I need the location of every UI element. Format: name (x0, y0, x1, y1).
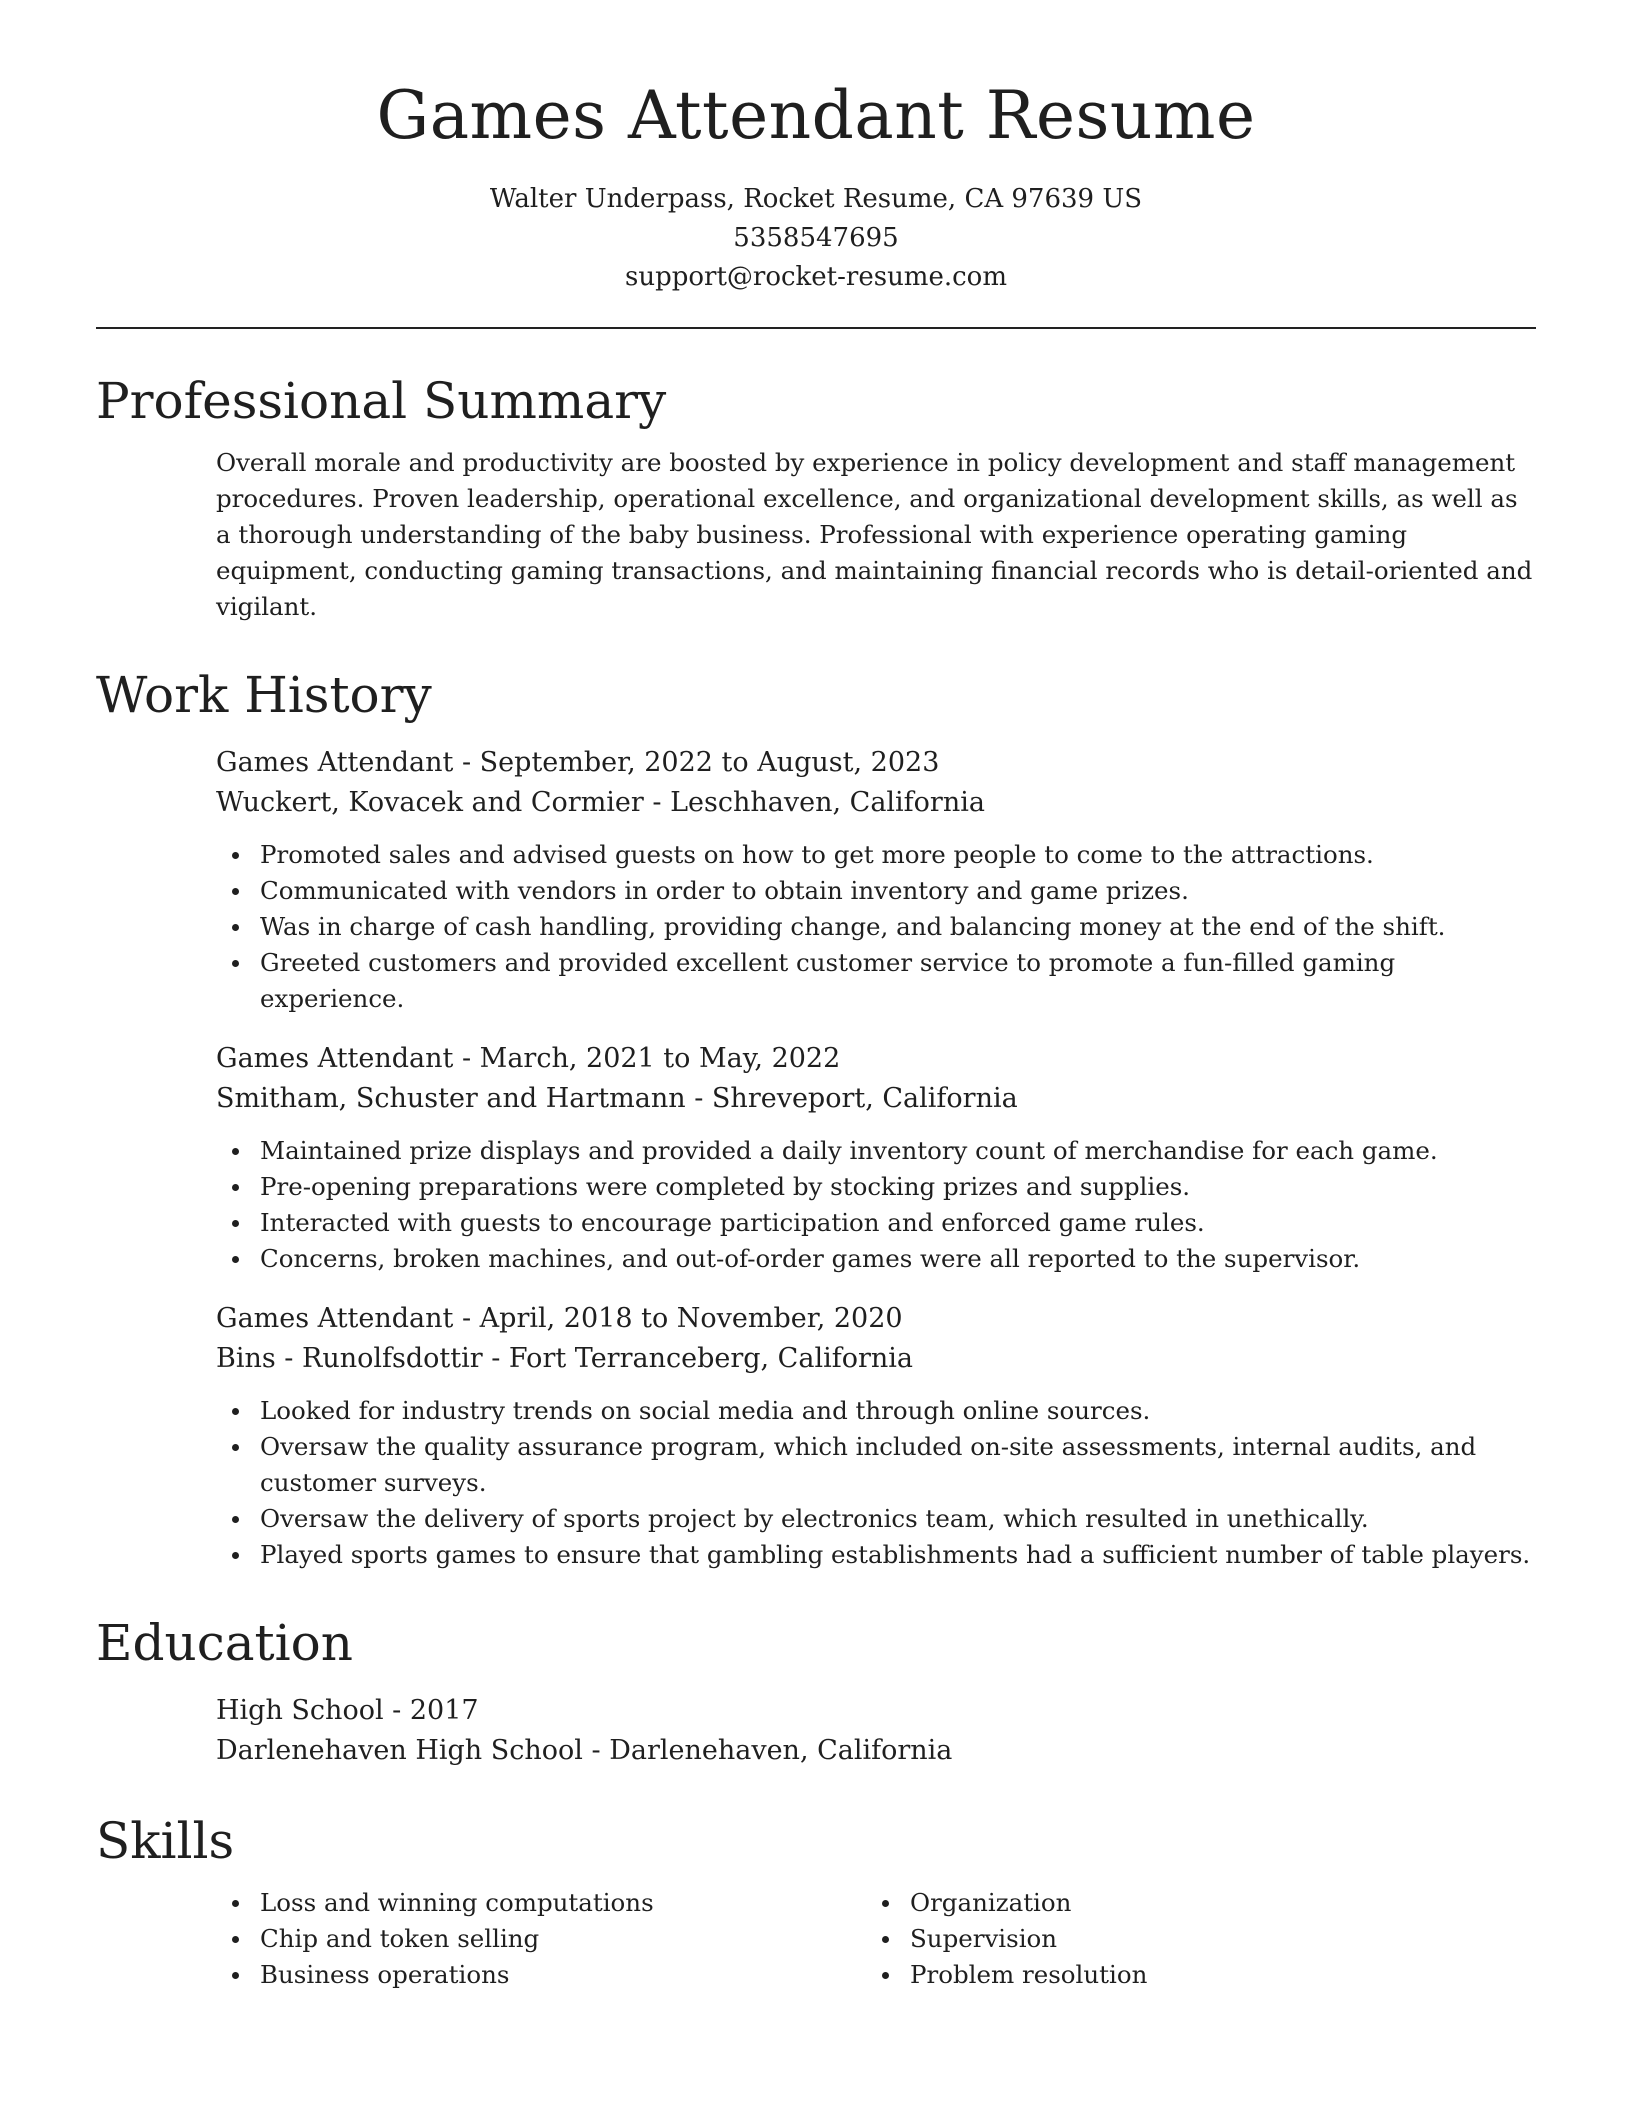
skill-item (866, 1921, 1516, 1957)
bullet-text: Was in charge of cash handling, providing change, and balancing money at the end of the shift. (260, 911, 1446, 941)
skills-section (96, 1811, 1536, 1993)
job-company-line: Bins - Runolfsdottir - Fort Terranceberg, California (216, 1342, 913, 1374)
bullet-item (216, 1501, 1536, 1537)
education-degree-line: High School - 2017 (216, 1694, 479, 1726)
bullet-item (216, 1393, 1536, 1429)
job-entry (216, 743, 1536, 1017)
bullet-dot-icon (232, 1408, 239, 1415)
bullet-dot-icon (882, 1900, 889, 1907)
bullet-dot-icon (232, 1256, 239, 1263)
bullet-item (216, 1205, 1536, 1241)
bullet-dot-icon (232, 1972, 239, 1979)
header-divider (96, 327, 1536, 329)
bullet-item (216, 909, 1536, 945)
skills-column-left (216, 1885, 866, 1993)
job-bullets (216, 837, 1536, 1017)
skill-item (216, 1885, 866, 1921)
contact-phone: 5358547695 (733, 222, 899, 253)
bullet-text: Interacted with guests to encourage participation and enforced game rules. (260, 1207, 1205, 1237)
bullet-text: Concerns, broken machines, and out-of-order games were all reported to the supervisor. (260, 1243, 1361, 1273)
skill-text: Supervision (910, 1923, 1058, 1953)
skill-item (866, 1885, 1516, 1921)
job-title-line: Games Attendant - April, 2018 to November, 2020 (216, 1302, 903, 1334)
education-section (96, 1613, 1536, 1771)
education-heading: Education (96, 1613, 353, 1672)
bullet-item (216, 945, 1536, 1017)
bullet-text: Oversaw the quality assurance program, which included on-site assessments, internal audits, and customer surveys. (260, 1431, 1477, 1497)
bullet-text: Greeted customers and provided excellent customer service to promote a fun-filled gaming experience. (260, 947, 1396, 1013)
skill-text: Problem resolution (910, 1959, 1148, 1989)
job-entry (216, 1039, 1536, 1277)
resume-header (96, 78, 1536, 297)
skills-column-right (866, 1885, 1516, 1993)
bullet-dot-icon (232, 1552, 239, 1559)
job-company-line: Smitham, Schuster and Hartmann - Shreveport, California (216, 1082, 1018, 1114)
bullet-dot-icon (232, 1184, 239, 1191)
resume-title: Games Attendant Resume (376, 77, 1256, 154)
bullet-item (216, 1241, 1536, 1277)
bullet-text: Played sports games to ensure that gambling establishments had a sufficient number of table players. (260, 1539, 1531, 1569)
job-bullets (216, 1393, 1536, 1573)
summary-heading: Professional Summary (96, 371, 667, 430)
skill-text: Organization (910, 1887, 1072, 1917)
skill-item (866, 1957, 1516, 1993)
skills-columns (216, 1885, 1536, 1993)
bullet-text: Promoted sales and advised guests on how to get more people to come to the attractions. (260, 839, 1374, 869)
bullet-text: Communicated with vendors in order to obtain inventory and game prizes. (260, 875, 1189, 905)
bullet-item (216, 1429, 1536, 1501)
bullet-text: Looked for industry trends on social media and through online sources. (260, 1395, 1151, 1425)
bullet-item (216, 1537, 1536, 1573)
skills-heading: Skills (96, 1811, 235, 1870)
bullet-dot-icon (232, 1444, 239, 1451)
job-entry (216, 1299, 1536, 1573)
bullet-dot-icon (232, 1220, 239, 1227)
bullet-dot-icon (232, 852, 239, 859)
bullet-dot-icon (232, 888, 239, 895)
bullet-dot-icon (232, 1936, 239, 1943)
bullet-item (216, 1169, 1536, 1205)
education-entry (216, 1691, 1536, 1771)
bullet-item (216, 837, 1536, 873)
job-bullets (216, 1133, 1536, 1277)
education-school-line: Darlenehaven High School - Darlenehaven, California (216, 1734, 953, 1766)
bullet-text: Pre-opening preparations were completed by stocking prizes and supplies. (260, 1171, 1191, 1201)
skill-text: Business operations (260, 1959, 510, 1989)
job-title-line: Games Attendant - March, 2021 to May, 2022 (216, 1042, 841, 1074)
bullet-dot-icon (882, 1972, 889, 1979)
contact-block (96, 180, 1536, 297)
skill-item (216, 1957, 866, 1993)
bullet-item (216, 1133, 1536, 1169)
skills-list-right (866, 1885, 1516, 1993)
bullet-dot-icon (232, 960, 239, 967)
bullet-dot-icon (232, 1148, 239, 1155)
job-title-line: Games Attendant - September, 2022 to August, 2023 (216, 746, 940, 778)
skill-item (216, 1921, 866, 1957)
job-company-line: Wuckert, Kovacek and Cormier - Leschhaven, California (216, 786, 985, 818)
bullet-text: Oversaw the delivery of sports project by electronics team, which resulted in unethically. (260, 1503, 1369, 1533)
skills-list-left (216, 1885, 866, 1993)
bullet-text: Maintained prize displays and provided a daily inventory count of merchandise for each game. (260, 1135, 1438, 1165)
skill-text: Loss and winning computations (260, 1887, 654, 1917)
skill-text: Chip and token selling (260, 1923, 540, 1953)
summary-text: Overall morale and productivity are boosted by experience in policy development and staff management procedures. Proven leadership, operational excellence, and organizational development skills, as well as a thorough understanding of the baby business. Professional with experience operating gaming equipment, conducting gaming transactions, and maintaining financial records who is detail-oriented and vigilant. (216, 447, 1533, 621)
work-history-heading: Work History (96, 665, 432, 724)
bullet-dot-icon (232, 1516, 239, 1523)
summary-section (96, 371, 1536, 625)
bullet-dot-icon (232, 1900, 239, 1907)
work-history-section (96, 665, 1536, 1573)
contact-address: Walter Underpass, Rocket Resume, CA 97639 US (489, 183, 1143, 214)
contact-email: support@rocket-resume.com (624, 261, 1007, 292)
bullet-item (216, 873, 1536, 909)
bullet-dot-icon (882, 1936, 889, 1943)
bullet-dot-icon (232, 924, 239, 931)
